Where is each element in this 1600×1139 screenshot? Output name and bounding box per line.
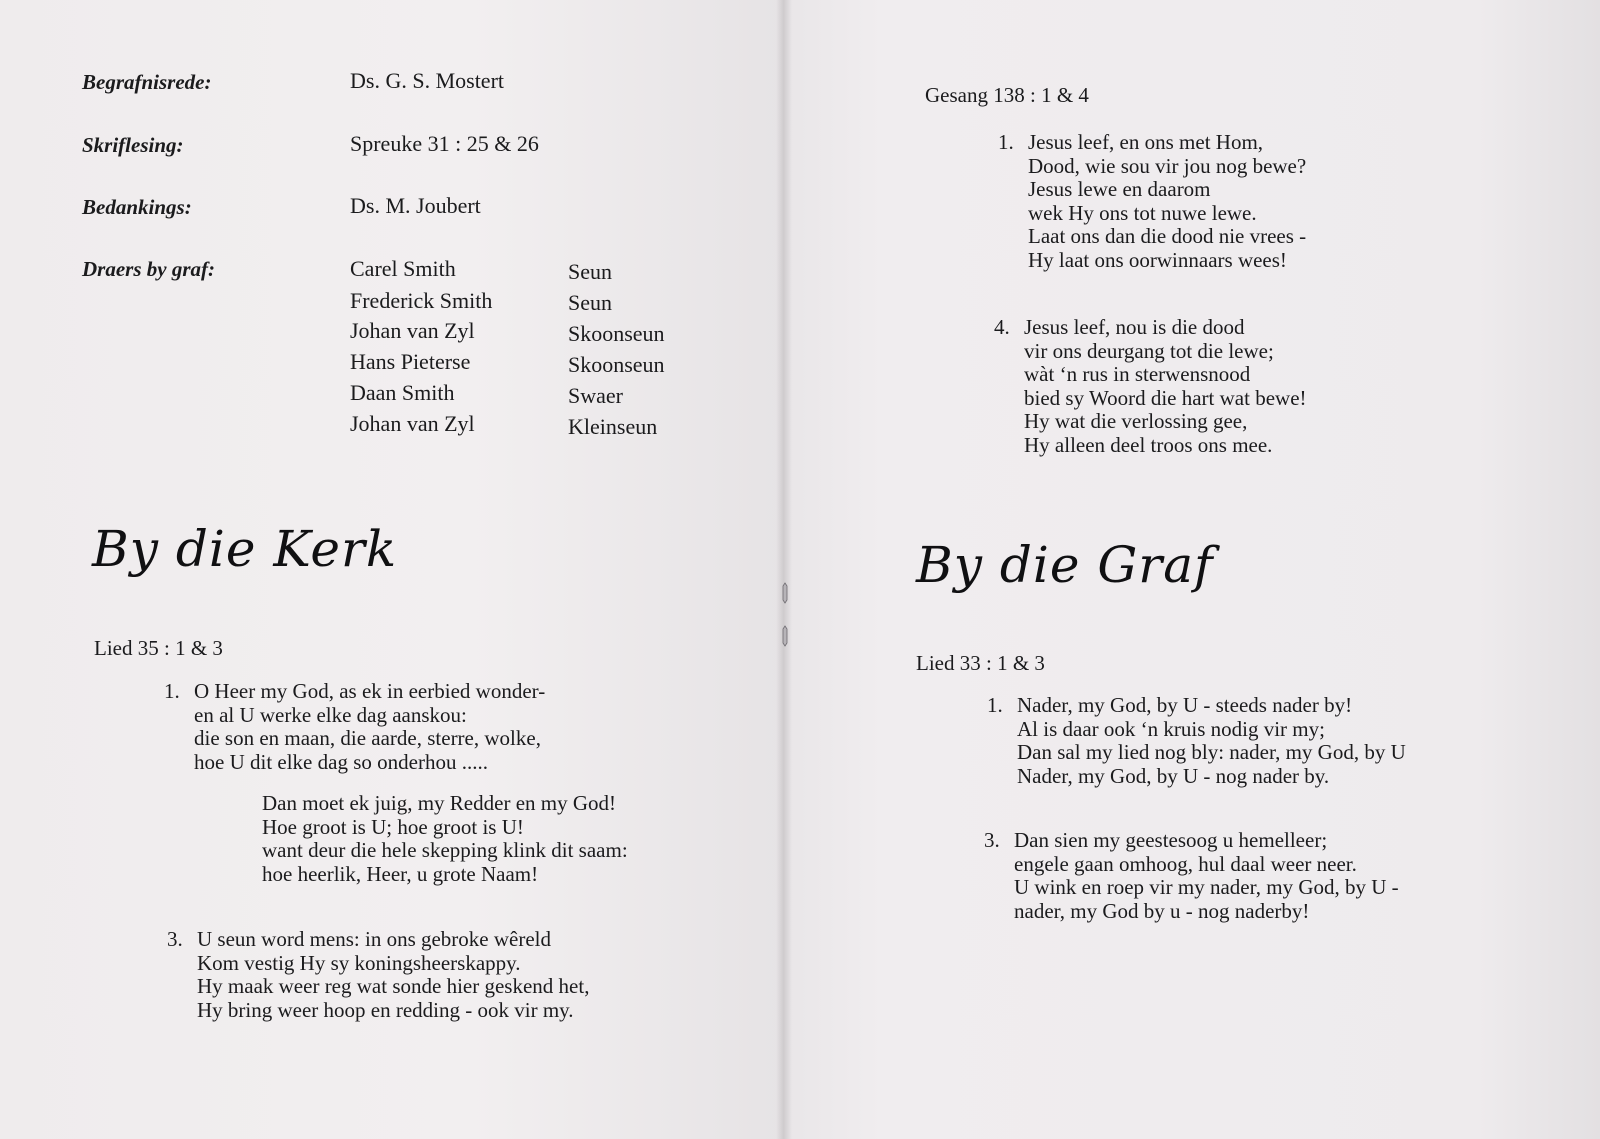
bearer-name: Frederick Smith	[350, 288, 493, 313]
verse-line: Dan sien my geestesoog u hemelleer;	[1014, 828, 1328, 852]
verse-line: vir ons deurgang tot die lewe;	[1024, 338, 1274, 363]
role-label-scripture-reading: Skriflesing:	[82, 133, 184, 157]
verse-line: Laat ons dan die dood nie vrees -	[1028, 224, 1307, 248]
verse-line: Dan sal my lied nog bly: nader, my God, by U	[1017, 740, 1406, 764]
verse-line: wek Hy ons tot nuwe lewe.	[1028, 200, 1257, 225]
hymn-verse-3	[984, 828, 1399, 923]
role-label-thanks: Bedankings:	[82, 195, 192, 219]
right-page	[784, 0, 1600, 1139]
role-value-scripture-reading: Spreuke 31 : 25 & 26	[350, 131, 539, 156]
verse-line: die son en maan, die aarde, sterre, wolke,	[194, 726, 541, 750]
bearer-relation: Skoonseun	[568, 321, 665, 346]
section-title-church: By die Kerk	[92, 520, 398, 578]
verse-line: nader, my God by u - nog naderby!	[1014, 898, 1310, 923]
left-page	[0, 0, 784, 1139]
verse-line: Dood, wie sou vir jou nog bewe?	[1028, 153, 1307, 178]
bearer-relation: Kleinseun	[568, 414, 658, 439]
refrain-line: hoe heerlik, Heer, u grote Naam!	[262, 861, 539, 886]
role-label-pallbearers: Draers by graf:	[82, 257, 215, 281]
role-value-thanks: Ds. M. Joubert	[350, 193, 481, 218]
hymn-refrain	[262, 792, 628, 886]
hymn-title-gesang-138: Gesang 138 : 1 & 4	[925, 83, 1089, 107]
verse-line: Kom vestig Hy sy koningsheerskappy.	[197, 950, 521, 975]
verse-line: Jesus leef, nou is die dood	[1024, 315, 1245, 339]
hymn-title-lied-33: Lied 33 : 1 & 3	[916, 651, 1045, 675]
verse-number: 3.	[984, 828, 1000, 852]
bearer-relation: Seun	[568, 290, 612, 315]
bearer-relation: Seun	[568, 259, 612, 284]
verse-line: Jesus leef, en ons met Hom,	[1028, 130, 1264, 154]
verse-line: U wink en roep vir my nader, my God, by U -	[1014, 875, 1399, 899]
hymn-verse-3	[167, 927, 590, 1022]
refrain-line: want deur die hele skepping klink dit saam:	[262, 838, 628, 862]
hymn-verse-1	[998, 130, 1307, 272]
verse-number: 1.	[998, 130, 1014, 154]
hymn-title-lied-35: Lied 35 : 1 & 3	[94, 636, 223, 660]
verse-line: wàt ‘n rus in sterwensnood	[1024, 362, 1251, 386]
hymn-verse-4	[994, 315, 1307, 457]
verse-line: Hy maak weer reg wat sonde hier geskend het,	[197, 974, 590, 998]
bearer-name: Hans Pieterse	[350, 349, 471, 374]
booklet-gutter	[776, 0, 792, 1139]
verse-line: engele gaan omhoog, hul daal weer neer.	[1014, 851, 1357, 876]
bearer-name: Johan van Zyl	[350, 318, 475, 343]
bearer-name: Carel Smith	[350, 256, 456, 281]
staple-icon	[782, 625, 788, 647]
verse-line: hoe U dit elke dag so onderhou .....	[194, 749, 488, 774]
verse-line: O Heer my God, as ek in eerbied wonder-	[194, 679, 546, 703]
verse-line: Jesus lewe en daarom	[1028, 177, 1211, 201]
bearer-name: Johan van Zyl	[350, 411, 475, 436]
verse-line: Hy alleen deel troos ons mee.	[1024, 432, 1273, 457]
hymn-verse-1	[164, 679, 546, 774]
staple-icon	[782, 582, 788, 604]
hymn-verse-1	[987, 693, 1406, 788]
verse-line: Hy laat ons oorwinnaars wees!	[1028, 247, 1287, 272]
verse-number: 4.	[994, 315, 1010, 339]
verse-line: Al is daar ook ‘n kruis nodig vir my;	[1017, 716, 1325, 741]
refrain-line: Hoe groot is U; hoe groot is U!	[262, 814, 524, 839]
verse-number: 3.	[167, 927, 183, 951]
verse-number: 1.	[987, 693, 1003, 717]
verse-line: bied sy Woord die hart wat bewe!	[1024, 385, 1307, 410]
bearer-relation: Skoonseun	[568, 352, 665, 377]
verse-number: 1.	[164, 679, 180, 703]
bearer-name: Daan Smith	[350, 380, 455, 405]
verse-line: U seun word mens: in ons gebroke wêreld	[197, 927, 552, 951]
bearer-relation: Swaer	[568, 383, 623, 408]
verse-line: Hy bring weer hoop en redding - ook vir my.	[197, 997, 574, 1022]
role-value-funeral-speech: Ds. G. S. Mostert	[350, 68, 505, 93]
section-title-grave: By die Graf	[916, 536, 1214, 594]
verse-line: en al U werke elke dag aanskou:	[194, 702, 467, 727]
verse-line: Nader, my God, by U - nog nader by.	[1017, 763, 1330, 788]
role-label-funeral-speech: Begrafnisrede:	[82, 70, 212, 94]
verse-line: Hy wat die verlossing gee,	[1024, 409, 1248, 433]
refrain-line: Dan moet ek juig, my Redder en my God!	[262, 791, 617, 815]
verse-line: Nader, my God, by U - steeds nader by!	[1017, 693, 1353, 717]
